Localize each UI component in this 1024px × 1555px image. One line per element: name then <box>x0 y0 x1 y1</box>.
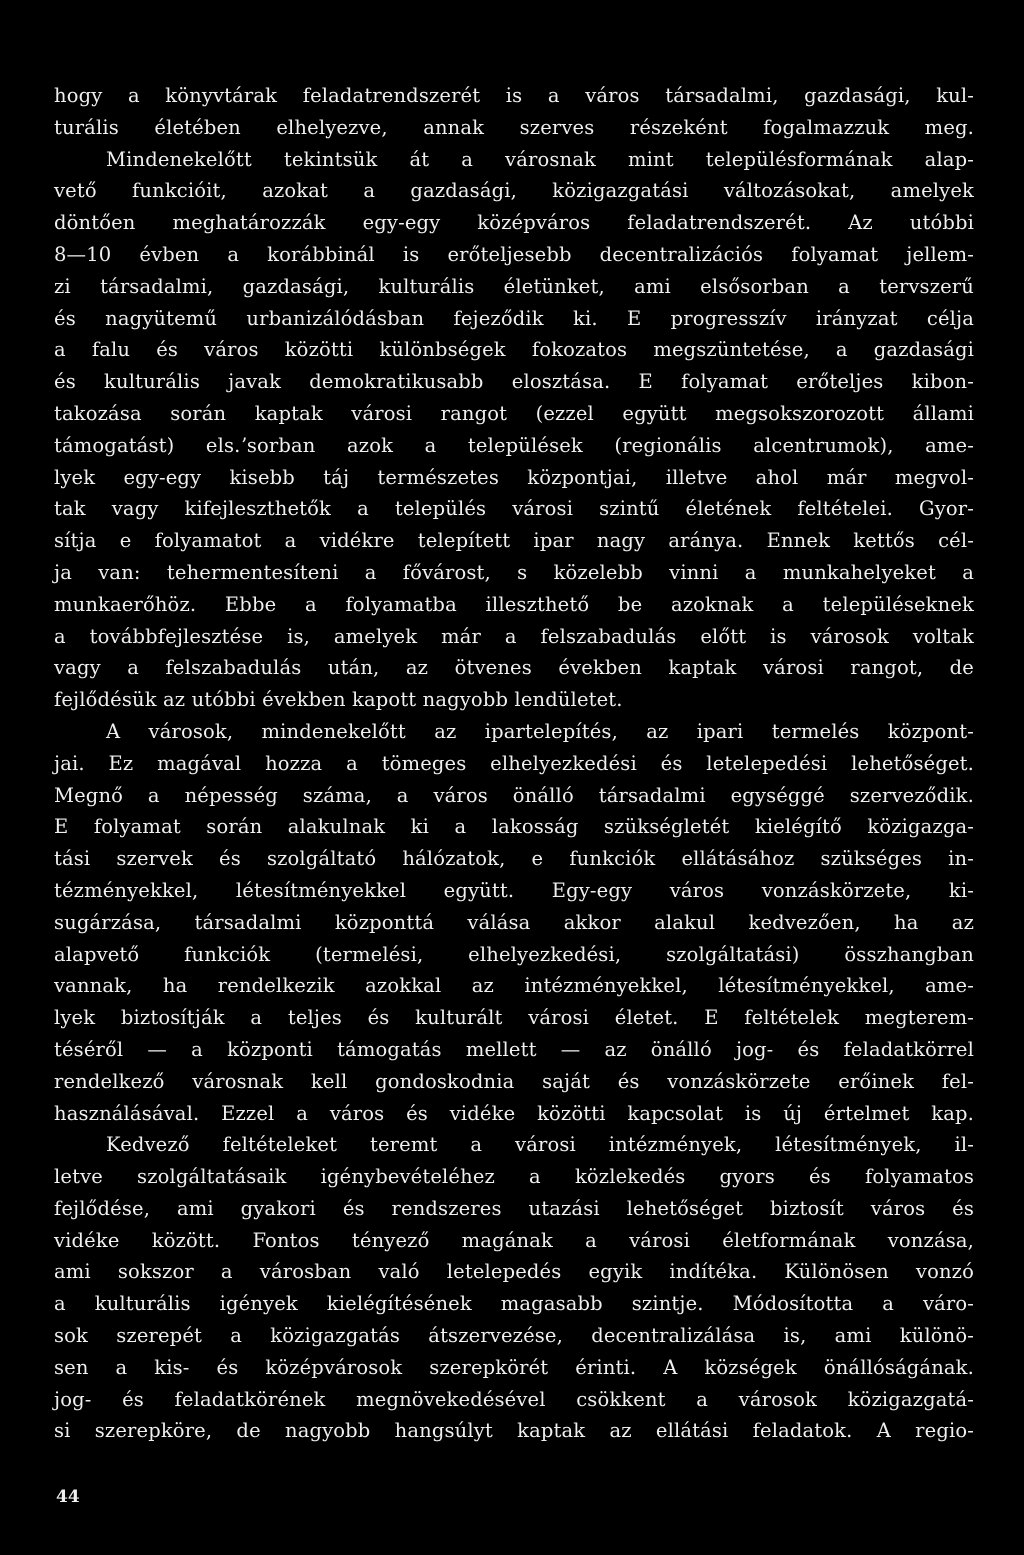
text-line: vannak, ha rendelkezik azokkal az intézményekkel, létesítményekkel, ame- <box>54 974 974 998</box>
text-line: E folyamat során alakulnak ki a lakosság szükségletét kielégítő közigazga- <box>54 815 974 839</box>
text-line: használásával. Ezzel a város és vidéke közötti kapcsolat is új értelmet kap. <box>54 1101 974 1125</box>
text-line: ja van: tehermentesíteni a fővárost, s közelebb vinni a munkahelyeket a <box>54 560 974 584</box>
text-line: lyek egy-egy kisebb táj természetes központjai, illetve ahol már megvol- <box>54 465 974 489</box>
text-line: 8—10 évben a korábbinál is erőteljesebb decentralizációs folyamat jellem- <box>54 242 974 266</box>
page-number: 44 <box>56 1487 80 1507</box>
text-line: döntően meghatározzák egy-egy középváros feladatrendszerét. Az utóbbi <box>54 211 974 235</box>
text-line: rendelkező városnak kell gondoskodnia saját és vonzáskörzete erőinek fel- <box>54 1069 974 1093</box>
body-text <box>54 80 974 1447</box>
text-line: sok szerepét a közigazgatás átszervezése, decentralizálása is, ami különö- <box>54 1324 974 1348</box>
text-line: Mindenekelőtt tekintsük át a városnak mint településformának alap- <box>106 147 974 171</box>
text-line: jog- és feladatkörének megnövekedésével csökkent a városok közigazgatá- <box>54 1387 974 1411</box>
text-line: Megnő a népesség száma, a város önálló társadalmi egységgé szerveződik. <box>54 783 974 807</box>
text-line: és nagyütemű urbanizálódásban fejeződik ki. E progresszív irányzat célja <box>54 306 974 330</box>
text-line: tézményekkel, létesítményekkel együtt. Egy-egy város vonzáskörzete, ki- <box>54 878 974 902</box>
text-line: zi társadalmi, gazdasági, kulturális életünket, ami elsősorban a tervszerű <box>54 274 974 298</box>
text-line: jai. Ez magával hozza a tömeges elhelyezkedési és letelepedési lehetőséget. <box>54 751 974 775</box>
text-line: a továbbfejlesztése is, amelyek már a felszabadulás előtt is városok voltak <box>54 624 974 648</box>
text-line: si szerepköre, de nagyobb hangsúlyt kaptak az ellátási feladatok. A regio- <box>54 1419 974 1443</box>
text-line: lyek biztosítják a teljes és kulturált városi életet. E feltételek megterem- <box>54 1006 974 1030</box>
text-line: munkaerőhöz. Ebbe a folyamatba illeszthető be azoknak a településeknek <box>54 592 974 616</box>
text-line: a kulturális igények kielégítésének magasabb szintje. Módosította a váro- <box>54 1292 974 1316</box>
text-line: támogatást) els.ʼsorban azok a települések (regionális alcentrumok), ame- <box>54 433 974 457</box>
text-line: alapvető funkciók (termelési, elhelyezkedési, szolgáltatási) összhangban <box>54 942 974 966</box>
text-line: ami sokszor a városban való letelepedés egyik indítéka. Különösen vonzó <box>54 1260 974 1284</box>
text-line: tak vagy kifejleszthetők a település városi szintű életének feltételei. Gyor- <box>54 497 974 521</box>
text-line: fejlődése, ami gyakori és rendszeres utazási lehetőséget biztosít város és <box>54 1196 974 1220</box>
text-line: letve szolgáltatásaik igénybevételéhez a közlekedés gyors és folyamatos <box>54 1165 974 1189</box>
text-line: vagy a felszabadulás után, az ötvenes években kaptak városi rangot, de <box>54 656 974 680</box>
text-line: sítja e folyamatot a vidékre telepített ipar nagy aránya. Ennek kettős cél- <box>54 529 974 553</box>
text-line: vető funkcióit, azokat a gazdasági, közigazgatási változásokat, amelyek <box>54 179 974 203</box>
text-line: a falu és város közötti különbségek fokozatos megszüntetése, a gazdasági <box>54 338 974 362</box>
text-line: turális életében elhelyezve, annak szerves részeként fogalmazzuk meg. <box>54 115 974 139</box>
text-line: és kulturális javak demokratikusabb elosztása. E folyamat erőteljes kibon- <box>54 370 974 394</box>
text-line: Kedvező feltételeket teremt a városi intézmények, létesítmények, il- <box>106 1133 974 1157</box>
text-line: téséről — a központi támogatás mellett — az önálló jog- és feladatkörrel <box>54 1037 974 1061</box>
text-line: sugárzása, társadalmi központtá válása akkor alakul kedvezően, ha az <box>54 910 974 934</box>
text-line: hogy a könyvtárak feladatrendszerét is a város társadalmi, gazdasági, kul- <box>54 84 974 107</box>
text-line: sen a kis- és középvárosok szerepkörét érinti. A községek önállóságának. <box>54 1355 974 1379</box>
text-line: takozása során kaptak városi rangot (ezzel együtt megsokszorozott állami <box>54 401 974 425</box>
text-line: tási szervek és szolgáltató hálózatok, e funkciók ellátásához szükséges in- <box>54 847 974 871</box>
text-line: fejlődésük az utóbbi években kapott nagyobb lendületet. <box>54 688 623 712</box>
text-line: A városok, mindenekelőtt az ipartelepítés, az ipari termelés központ- <box>106 719 974 743</box>
text-line: vidéke között. Fontos tényező magának a városi életformának vonzása, <box>54 1228 974 1252</box>
